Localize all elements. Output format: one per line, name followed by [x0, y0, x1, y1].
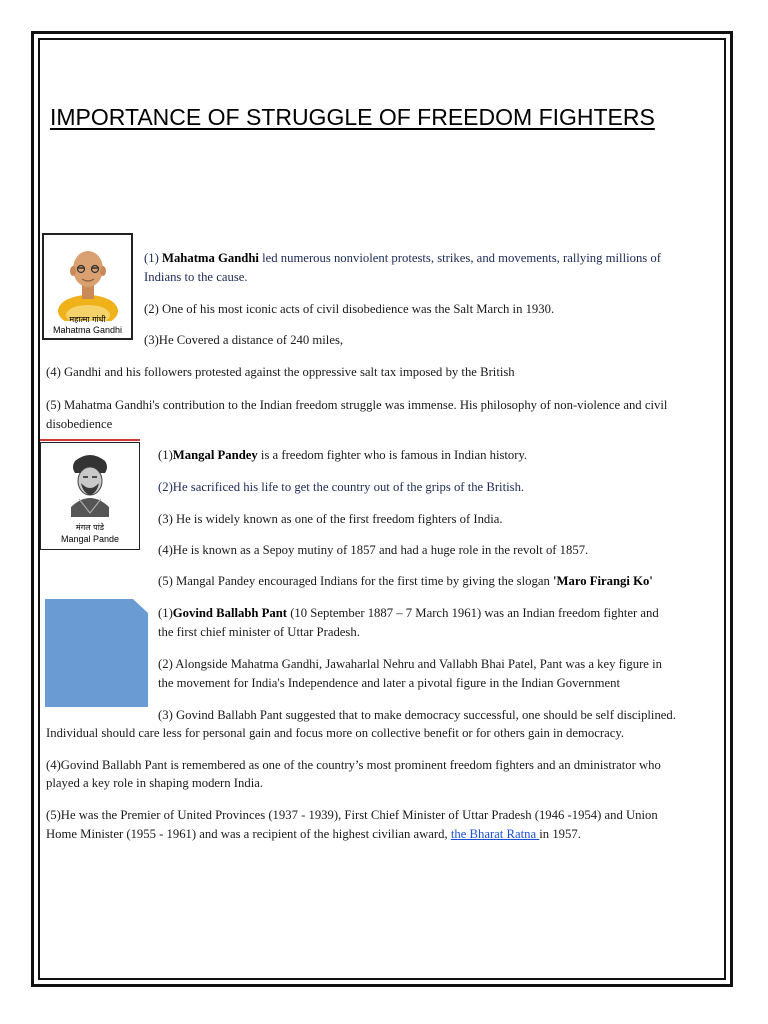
pandey-point-3: (3) He is widely known as one of the first freedom fighters of India. [158, 512, 503, 526]
gandhi-point-1-line1: (1) Mahatma Gandhi led numerous nonviolent protests, strikes, and movements, rallying millions of [144, 251, 661, 265]
gandhi-point-2: (2) One of his most iconic acts of civil disobedience was the Salt March in 1930. [144, 302, 555, 316]
page-title: IMPORTANCE OF STRUGGLE OF FREEDOM FIGHTERS [50, 104, 655, 130]
pandey-caption-hindi: मंगल पांडे [75, 523, 105, 532]
gandhi-point-3: (3)He Covered a distance of 240 miles, [144, 333, 344, 347]
pandey-point-4: (4)He is known as a Sepoy mutiny of 1857 and had a huge role in the revolt of 1857. [158, 543, 589, 557]
gandhi-point-5-line1: (5) Mahatma Gandhi's contribution to the Indian freedom struggle was immense. His philosophy of non-violence and civil [46, 398, 668, 412]
pandey-point-1: (1)Mangal Pandey is a freedom fighter who is famous in Indian history. [158, 448, 528, 462]
pandey-point-2: (2)He sacrificed his life to get the country out of the grips of the British. [158, 480, 525, 494]
gandhi-point-4: (4) Gandhi and his followers protested against the oppressive salt tax imposed by the British [46, 365, 515, 379]
blank-image-placeholder-icon [45, 599, 148, 707]
pant-point-2-line1: (2) Alongside Mahatma Gandhi, Jawaharlal Nehru and Vallabh Bhai Patel, Pant was a key figure in [158, 657, 662, 671]
gandhi-photo [42, 233, 133, 340]
pant-point-2-line2: the movement for India's Independence and later a pivotal figure in the Indian Government [158, 676, 621, 690]
pant-point-1-line1: (1)Govind Ballabh Pant (10 September 1887 – 7 March 1961) was an Indian freedom fighter and [158, 606, 659, 620]
pant-point-5-line1: (5)He was the Premier of United Provinces (1937 - 1939), First Chief Minister of Uttar Pradesh (1946 -1954) and Union [46, 808, 658, 822]
pandey-caption-english: Mangal Pande [60, 534, 120, 544]
pant-point-1-line2: the first chief minister of Uttar Pradesh. [158, 625, 360, 639]
bharat-ratna-link[interactable]: the Bharat Ratna [450, 827, 540, 841]
gandhi-point-1-line2: Indians to the cause. [144, 270, 248, 284]
gandhi-portrait-icon [44, 241, 131, 321]
section-divider-red [40, 439, 140, 441]
pant-point-4-line2: played a key role in shaping modern India. [46, 776, 264, 790]
gandhi-caption-hindi: महात्मा गांधी [69, 315, 106, 324]
pandey-point-5: (5) Mangal Pandey encouraged Indians for the first time by giving the slogan 'Maro Firangi Ko' [158, 574, 653, 588]
pant-point-5-line2: Home Minister (1955 - 1961) and was a recipient of the highest civilian award, the Bharat Ratna in 1957. [46, 827, 581, 841]
pandey-photo [40, 442, 140, 550]
pant-point-4-line1: (4)Govind Ballabh Pant is remembered as one of the country’s most prominent freedom fighters and an dministrator who [46, 758, 661, 772]
gandhi-point-5-line2: disobedience [46, 417, 113, 431]
pant-point-3-line1: (3) Govind Ballabh Pant suggested that to make democracy successful, one should be self disciplined. [158, 708, 676, 722]
mangal-pandey-portrait-icon [41, 447, 139, 523]
pant-point-3-line2: Individual should care less for personal gain and focus more on collective benefit or for others gain in democracy. [46, 726, 625, 740]
gandhi-caption-english: Mahatma Gandhi [52, 325, 123, 335]
